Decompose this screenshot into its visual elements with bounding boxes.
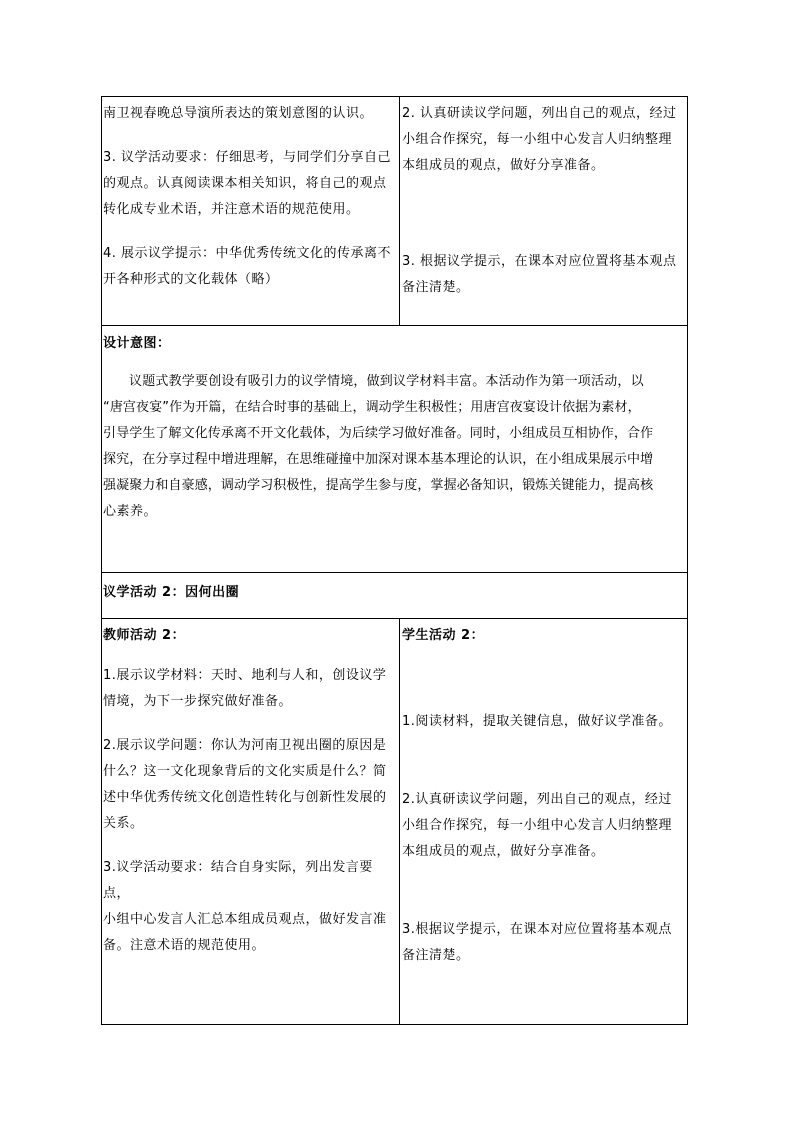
lesson-table: [101, 96, 688, 1025]
text-line: 4. 展示议学提示：中华优秀传统文化的传承离不: [103, 246, 392, 261]
text-line: 小组合作探究，每一小组中心发言人归纳整理: [402, 818, 673, 833]
row-divider: [102, 572, 687, 573]
text-line: 1.展示议学材料：天时、地利与人和，创设议学: [103, 668, 387, 683]
text-line: 南卫视春晚总导演所表达的策划意图的认识。: [103, 106, 374, 121]
text-line: 开各种形式的文化载体（略）: [103, 272, 279, 287]
text-line: 3. 根据议学提示，在课本对应位置将基本观点: [402, 254, 677, 269]
text-line: 述中华优秀传统文化创造性转化与创新性发展的: [103, 790, 387, 805]
text-line: 强凝聚力和自豪感，调动学习积极性，提高学生参与度，掌握必备知识，锻炼关键能力，提高核: [103, 478, 654, 493]
text-line: 什么？这一文化现象背后的文化实质是什么？简: [103, 764, 387, 779]
top-right-cell: [402, 101, 688, 301]
activity2-title: 议学活动 2：因何出圈: [103, 585, 240, 600]
text-line: 备注清楚。: [402, 948, 470, 963]
text-line: 情境，为下一步探究做好准备。: [103, 694, 293, 709]
text-line: 心素养。: [103, 504, 158, 519]
text-line: 探究，在分享过程中增进理解，在思维碰撞中加深对课本基本理论的认识，在小组成果展示中增: [103, 452, 654, 467]
activity2-title-cell: [103, 580, 687, 606]
text-line: 3. 议学活动要求：仔细思考，与同学们分享自己: [103, 150, 392, 165]
text-line: 3.议学活动要求：结合自身实际，列出发言要点，: [103, 860, 373, 901]
text-line: 2. 认真研读议学问题，列出自己的观点，经过: [402, 106, 677, 121]
text-line: 2.认真研读议学问题，列出自己的观点，经过: [402, 792, 672, 807]
text-line: 转化成专业术语，并注意术语的规范使用。: [103, 202, 360, 217]
text-line: “唐宫夜宴”作为开篇，在结合时事的基础上，调动学生积极性；用唐宫夜宴设计依据为素材，: [103, 400, 641, 415]
text-line: 关系。: [103, 816, 144, 831]
design-intent-cell: [103, 331, 687, 525]
text-line: 备注清楚。: [402, 280, 470, 295]
design-intent-title: 设计意图：: [103, 336, 171, 351]
text-line: 引导学生了解文化传承离不开文化载体，为后续学习做好准备。同时，小组成员互相协作，合作: [103, 426, 654, 441]
student-activity-cell: [402, 623, 688, 969]
column-divider: [399, 618, 400, 1025]
row-divider: [102, 618, 687, 619]
student-activity-header: 学生活动 2：: [402, 628, 485, 643]
teacher-activity-cell: [103, 623, 399, 959]
text-line: 1.阅读材料，提取关键信息，做好议学准备。: [402, 714, 672, 729]
text-line: 备。注意术语的规范使用。: [103, 938, 266, 953]
text-line: 本组成员的观点，做好分享准备。: [402, 158, 605, 173]
row-divider: [102, 325, 687, 326]
text-line: 小组合作探究，每一小组中心发言人归纳整理: [402, 132, 673, 147]
top-left-cell: [103, 101, 399, 293]
text-line: 3.根据议学提示，在课本对应位置将基本观点: [402, 922, 672, 937]
text-line: 2.展示议学问题：你认为河南卫视出圈的原因是: [103, 738, 387, 753]
text-line: 的观点。认真阅读课本相关知识，将自己的观点: [103, 176, 387, 191]
text-line: 小组中心发言人汇总本组成员观点，做好发言准: [103, 912, 387, 927]
column-divider: [399, 97, 400, 325]
text-line: 议题式教学要创设有吸引力的议学情境，做到议学材料丰富。本活动作为第一项活动，以: [129, 374, 644, 389]
text-line: 本组成员的观点，做好分享准备。: [402, 844, 605, 859]
teacher-activity-header: 教师活动 2：: [103, 628, 186, 643]
